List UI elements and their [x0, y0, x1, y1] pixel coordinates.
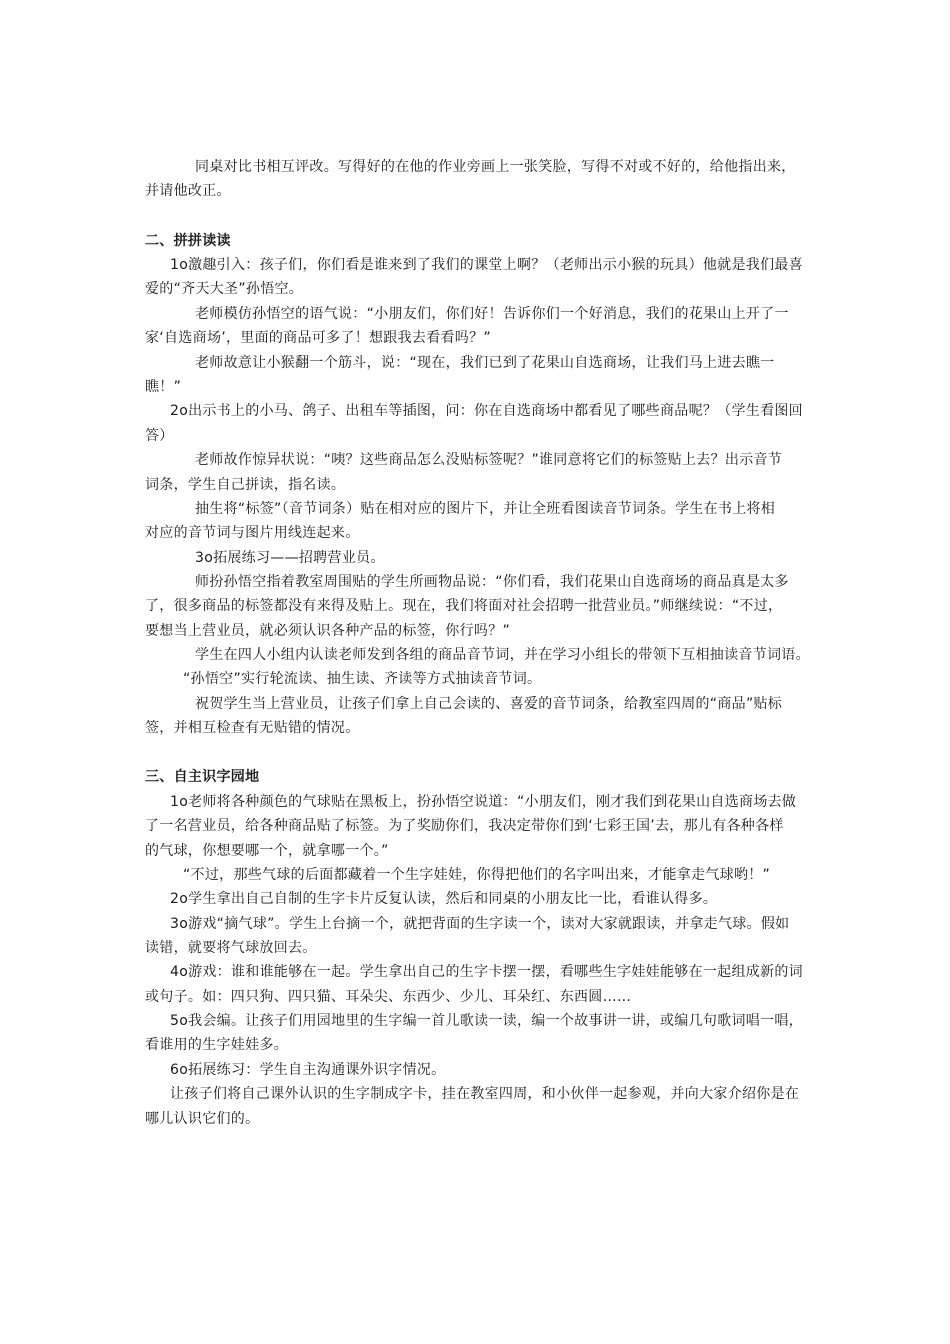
paragraph-line: 3o游戏“摘气球”。学生上台摘一个，就把背面的生字读一个，读对大家就跟读，并拿走气球。假如 — [170, 916, 790, 932]
paragraph-line: 看谁用的生字娃娃多。 — [145, 1037, 288, 1053]
paragraph-line: 2o学生拿出自己自制的生字卡片反复认读，然后和同桌的小朋友比一比，看谁认得多。 — [170, 891, 718, 907]
paragraph-line: 读错，就要将气球放回去。 — [145, 940, 317, 956]
paragraph-line: 爱的“齐天大圣”孙悟空。 — [145, 281, 304, 297]
paragraph-line: 6o拓展练习：学生自主沟通课外识字情况。 — [170, 1062, 446, 1078]
paragraph-line: 同桌对比书相互评改。写得好的在他的作业旁画上一张笑脸，写得不对或不好的，给他指出来， — [195, 159, 796, 175]
paragraph-line: 的气球，你想要哪一个，就拿哪一个。” — [145, 843, 389, 859]
paragraph-line: 哪儿认识它们的。 — [145, 1111, 260, 1127]
paragraph-line: 或句子。如：四只狗、四只猫、耳朵尖、东西少、少儿、耳朵红、东西圆…… — [145, 989, 632, 1005]
paragraph-line: 师扮孙悟空指着教室周围贴的学生所画物品说：“你们看，我们花果山自选商场的商品真是太多 — [195, 574, 789, 590]
paragraph-line: 瞧！” — [145, 379, 182, 395]
paragraph-line: 祝贺学生当上营业员，让孩子们拿上自己会读的、喜爱的音节词条，给教室四周的“商品”贴标 — [195, 696, 783, 712]
paragraph-line: 家‘自选商场’，里面的商品可多了！想跟我去看看吗？” — [145, 330, 491, 346]
paragraph-line: “不过，那些气球的后面都藏着一个生字娃娃，你得把他们的名字叫出来，才能拿走气球哟！” — [183, 867, 771, 883]
paragraph-line: 签，并相互检查有无贴错的情况。 — [145, 720, 360, 736]
paragraph-line: 抽生将“标签”（音节词条）贴在相对应的图片下，并让全班看图读音节词条。学生在书上将相 — [195, 501, 776, 517]
section-heading: 三、自主识字园地 — [145, 769, 260, 785]
paragraph-line: “孙悟空”实行轮流读、抽生读、齐读等方式抽读音节词。 — [183, 671, 542, 687]
paragraph-line: 词条，学生自己拼读，指名读。 — [145, 477, 346, 493]
paragraph-line: 1o老师将各种颜色的气球贴在黑板上，扮孙悟空说道：“小朋友们，刚才我们到花果山自选商场去做 — [170, 794, 797, 810]
paragraph-line: 了，很多商品的标签都没有来得及贴上。现在，我们将面对社会招聘一批营业员。”师继续说：“不过， — [145, 598, 783, 614]
paragraph-line: 3o拓展练习——招聘营业员。 — [195, 550, 385, 566]
paragraph-line: 让孩子们将自己课外认识的生字制成字卡，挂在教室四周，和小伙伴一起参观，并向大家介绍你是在 — [170, 1086, 800, 1102]
paragraph-line: 老师故作惊异状说：“咦？这些商品怎么没贴标签呢？”谁同意将它们的标签贴上去？出示音节 — [195, 452, 783, 468]
paragraph-line: 要想当上营业员，就必须认识各种产品的标签，你行吗？” — [145, 623, 511, 639]
paragraph-line: 老师模仿孙悟空的语气说：“小朋友们，你们好！告诉你们一个好消息，我们的花果山上开了一 — [195, 306, 789, 322]
paragraph-line: 对应的音节词与图片用线连起来。 — [145, 525, 360, 541]
paragraph-line: 学生在四人小组内认读老师发到各组的商品音节词，并在学习小组长的带领下互相抽读音节词语。 — [195, 647, 810, 663]
paragraph-line: 了一名营业员，给各种商品贴了标签。为了奖励你们，我决定带你们到‘七彩王国’去，那儿有各种各样 — [145, 818, 784, 834]
paragraph-line: 5o我会编。让孩子们用园地里的生字编一首儿歌读一读，编一个故事讲一讲，或编几句歌词唱一唱， — [170, 1013, 803, 1029]
section-heading: 二、拼拼读读 — [145, 233, 231, 249]
paragraph-line: 1o激趣引入：孩子们，你们看是谁来到了我们的课堂上啊？（老师出示小猴的玩具）他就是我们最喜 — [170, 257, 803, 273]
paragraph-line: 答） — [145, 428, 174, 444]
paragraph-line: 老师故意让小猴翻一个筋斗，说：“现在，我们已到了花果山自选商场，让我们马上进去瞧一 — [195, 355, 775, 371]
paragraph-line: 4o游戏：谁和谁能够在一起。学生拿出自己的生字卡摆一摆，看哪些生字娃娃能够在一起组成新的词 — [170, 964, 803, 980]
paragraph-line: 并请他改正。 — [145, 183, 231, 199]
paragraph-line: 2o出示书上的小马、鸽子、出租车等插图，问：你在自选商场中都看见了哪些商品呢？（学生看图回 — [170, 403, 803, 419]
